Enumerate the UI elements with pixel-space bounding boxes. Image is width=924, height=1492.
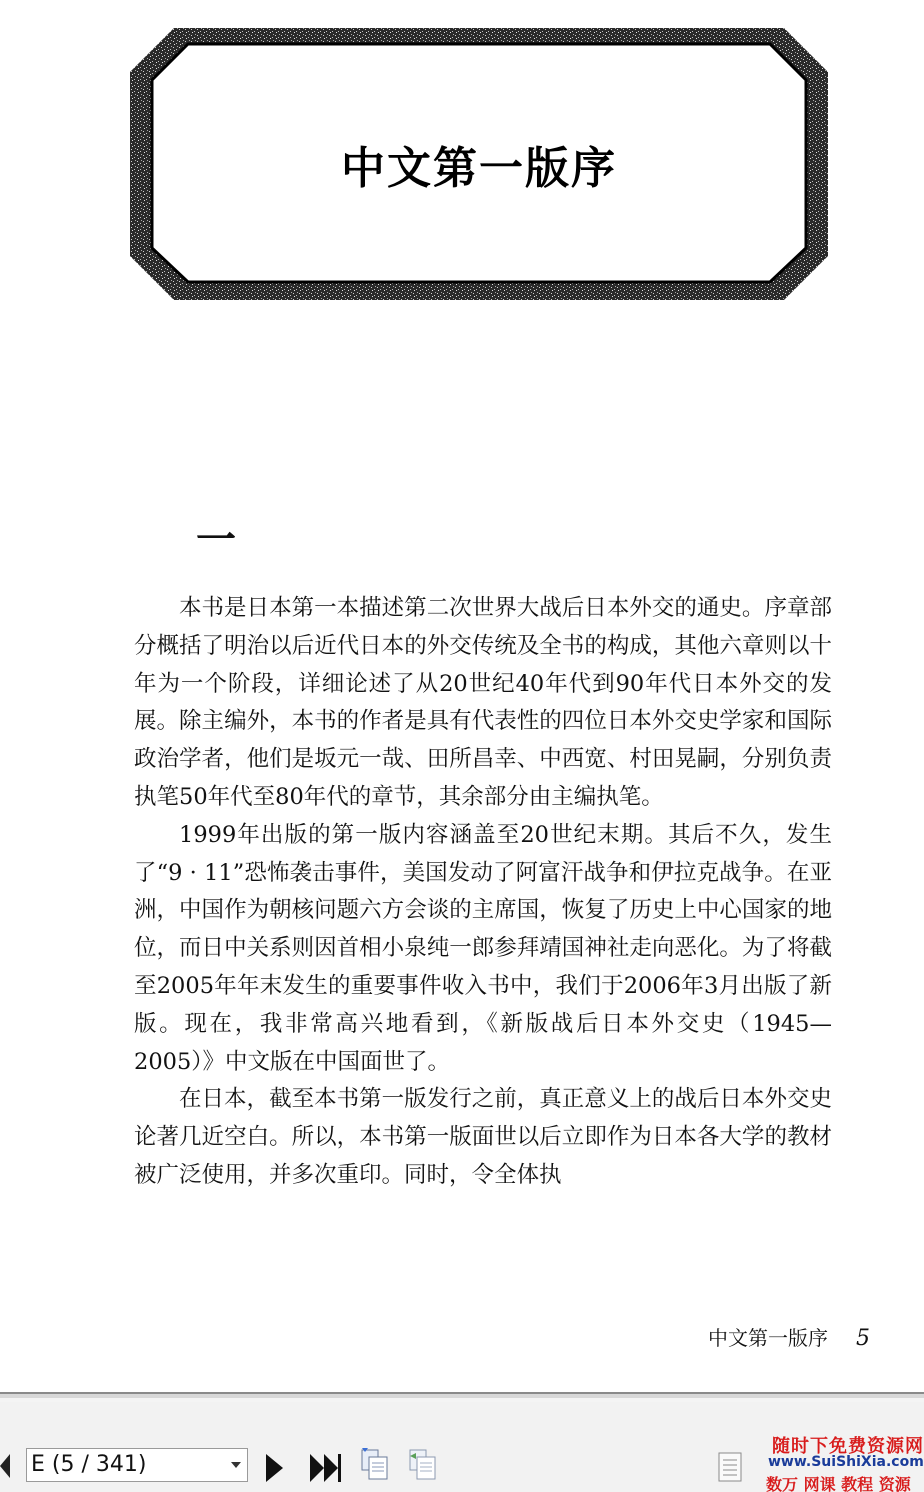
watermark-line-3: 数万 网课 教程 资源 — [766, 1475, 911, 1492]
running-footer — [600, 1322, 870, 1351]
paragraph-1: 本书是日本第一本描述第二次世界大战后日本外交的通史。序章部分概括了明治以后近代日本的外交传统及全书的构成，其他六章则以十年为一个阶段，详细论述了从20世纪40年代到90年代日本外交的发展。除主编外，本书的作者是具有代表性的四位日本外交史学家和国际政治学者，他们是坂元一哉、田所昌幸、中西宽、村田晃嗣，分别负责执笔50年代至80年代的章节，其余部分由主编执笔。 — [134, 595, 832, 810]
previous-page-icon[interactable] — [0, 1454, 10, 1478]
last-page-icon[interactable] — [310, 1454, 342, 1482]
document-icon[interactable] — [408, 1448, 438, 1482]
footer-title: 中文第一版序 — [708, 1326, 828, 1350]
watermark-line-2: www.SuiShiXia.com — [768, 1454, 924, 1470]
page-number: 5 — [856, 1326, 870, 1351]
section-number: 一 — [196, 516, 236, 563]
body-text — [134, 590, 832, 1195]
viewer-toolbar — [0, 1402, 924, 1492]
paragraph-3: 在日本，截至本书第一版发行之前，真正意义上的战后日本外交史论著几近空白。所以，本书第一版面世以后立即作为日本各大学的教材被广泛使用，并多次重印。同时，令全体执 — [134, 1086, 832, 1188]
document-icon[interactable] — [360, 1448, 390, 1482]
title-frame — [130, 28, 828, 300]
toolbar-separator — [0, 1392, 924, 1402]
chevron-down-icon[interactable] — [231, 1462, 241, 1468]
page-selector[interactable] — [26, 1448, 248, 1482]
next-page-icon[interactable] — [266, 1454, 283, 1482]
chapter-title: 中文第一版序 — [341, 143, 617, 194]
page-selector-value: E (5 / 341) — [31, 1452, 147, 1477]
list-icon[interactable] — [718, 1452, 742, 1482]
watermark-line-1: 随时下免费资源网 — [772, 1436, 924, 1457]
paragraph-2: 1999年出版的第一版内容涵盖至20世纪末期。其后不久，发生了“9 · 11”恐怖袭击事件，美国发动了阿富汗战争和伊拉克战争。在亚洲，中国作为朝核问题六方会谈的主席国，恢复了历史上中心国家的地位，而日中关系则因首相小泉纯一郎参拜靖国神社走向恶化。为了将截至2005年年末发生的重要事件收入书中，我们于2006年3月出版了新版。现在，我非常高兴地看到，《新版战后日本外交史（1945—2005）》中文版在中国面世了。 — [134, 821, 832, 1075]
watermark — [764, 1430, 924, 1492]
